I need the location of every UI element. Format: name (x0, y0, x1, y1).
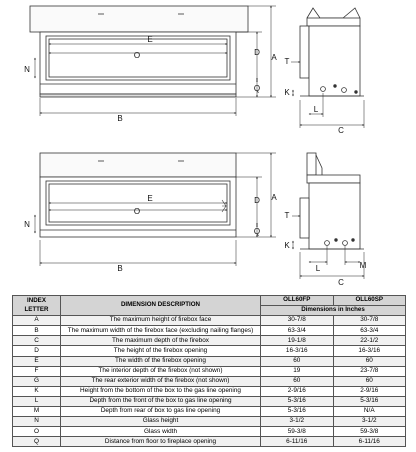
side-label-l-sp: L (315, 264, 321, 273)
table-row (13, 386, 406, 396)
side-label-k-sp: K (284, 241, 290, 250)
header-model-sp: OLL60SP (333, 296, 406, 306)
dim-label-b-sp: B (117, 264, 123, 273)
index-letter-cell: K (13, 386, 61, 396)
description-cell: Glass height (61, 417, 261, 427)
index-letter-cell: G (13, 376, 61, 386)
fp-value-cell: 63-3/4 (261, 326, 334, 336)
fp-value-cell: 6-11/16 (261, 437, 334, 447)
description-cell: The interior depth of the firebox (not shown) (61, 366, 261, 376)
table-row (13, 346, 406, 356)
description-cell: The rear exterior width of the firebox (not shown) (61, 376, 261, 386)
index-letter-cell: F (13, 366, 61, 376)
index-letter-cell: D (13, 346, 61, 356)
fp-value-cell: 5-3/16 (261, 396, 334, 406)
dim-label-q: Q (253, 84, 261, 93)
front-view-sp (40, 153, 236, 237)
dim-label-d-sp: D (254, 196, 260, 205)
table-row (13, 316, 406, 326)
side-label-c: C (338, 126, 344, 135)
table-row (13, 396, 406, 406)
index-letter-cell: E (13, 356, 61, 366)
description-cell: The maximum height of firebox face (61, 316, 261, 326)
dim-label-n: N (24, 65, 30, 74)
fp-value-cell: 60 (261, 356, 334, 366)
sp-value-cell: 2-9/16 (333, 386, 406, 396)
description-cell: Distance from floor to fireplace opening (61, 437, 261, 447)
dim-label-q-sp: Q (253, 227, 261, 236)
description-cell: Height from the bottom of the box to the gas line opening (61, 386, 261, 396)
index-letter-cell: M (13, 407, 61, 417)
fp-value-cell: 30-7/8 (261, 316, 334, 326)
description-cell: The maximum width of the firebox face (excluding nailing flanges) (61, 326, 261, 336)
description-cell: The height of the firebox opening (61, 346, 261, 356)
sp-value-cell: 5-3/16 (333, 396, 406, 406)
dim-label-e: E (147, 35, 153, 44)
side-label-c-sp: C (338, 278, 344, 287)
dim-label-o: O (133, 51, 141, 60)
index-letter-cell: A (13, 316, 61, 326)
index-letter-cell: L (13, 396, 61, 406)
table-row (13, 366, 406, 376)
index-letter-cell: C (13, 336, 61, 346)
header-units: Dimensions in Inches (261, 306, 406, 316)
header-model-fp: OLL60FP (261, 296, 334, 306)
dim-label-n-sp: N (24, 220, 30, 229)
table-row (13, 326, 406, 336)
dim-label-d: D (254, 48, 260, 57)
dim-label-a-sp: A (271, 193, 277, 202)
dimensions-table (12, 295, 406, 447)
index-letter-cell: B (13, 326, 61, 336)
side-label-l: L (313, 105, 319, 114)
table-row (13, 417, 406, 427)
header-index-letter: INDEX LETTER (13, 296, 61, 316)
fp-value-cell: 19-1/8 (261, 336, 334, 346)
table-row (13, 336, 406, 346)
sp-value-cell: 22-1/2 (333, 336, 406, 346)
header-dimension-description: DIMENSION DESCRIPTION (61, 296, 261, 316)
table-row (13, 407, 406, 417)
side-view-fp (300, 8, 364, 96)
sp-value-cell: 30-7/8 (333, 316, 406, 326)
side-label-t: T (284, 57, 290, 66)
sp-value-cell: 16-3/16 (333, 346, 406, 356)
sp-value-cell: 60 (333, 356, 406, 366)
fp-value-cell: 3-1/2 (261, 417, 334, 427)
fp-value-cell: 19 (261, 366, 334, 376)
table-row (13, 376, 406, 386)
index-letter-cell: Q (13, 437, 61, 447)
sp-value-cell: 3-1/2 (333, 417, 406, 427)
sp-value-cell: 23-7/8 (333, 366, 406, 376)
sp-value-cell: 60 (333, 376, 406, 386)
sp-value-cell: 63-3/4 (333, 326, 406, 336)
fp-value-cell: 59-3/8 (261, 427, 334, 437)
side-label-k: K (284, 88, 290, 97)
fp-value-cell: 2-9/16 (261, 386, 334, 396)
dim-label-o-sp: O (133, 207, 141, 216)
fp-value-cell: 5-3/16 (261, 407, 334, 417)
dim-label-e-sp: E (147, 194, 153, 203)
table-row (13, 356, 406, 366)
description-cell: Glass width (61, 427, 261, 437)
table-row (13, 427, 406, 437)
side-label-m-sp: M (359, 261, 367, 270)
side-label-t-sp: T (284, 211, 290, 220)
description-cell: The maximum depth of the firebox (61, 336, 261, 346)
description-cell: The width of the firebox opening (61, 356, 261, 366)
description-cell: Depth from rear of box to gas line opening (61, 407, 261, 417)
sp-value-cell: N/A (333, 407, 406, 417)
index-letter-cell: N (13, 417, 61, 427)
description-cell: Depth from the front of the box to gas line opening (61, 396, 261, 406)
dim-label-b: B (117, 114, 123, 123)
fp-value-cell: 60 (261, 376, 334, 386)
fp-value-cell: 16-3/16 (261, 346, 334, 356)
sp-value-cell: 6-11/16 (333, 437, 406, 447)
dim-label-a: A (271, 53, 277, 62)
table-row (13, 437, 406, 447)
index-letter-cell: O (13, 427, 61, 437)
sp-value-cell: 59-3/8 (333, 427, 406, 437)
dimensions-table-body (13, 316, 406, 447)
side-view-sp (300, 153, 364, 249)
